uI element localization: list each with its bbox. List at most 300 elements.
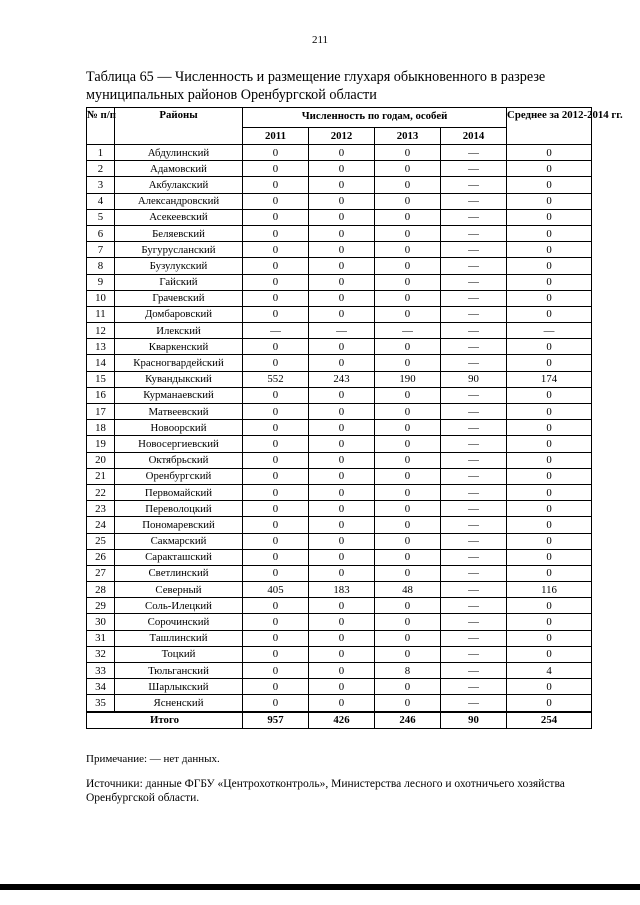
value-2014: — xyxy=(441,161,507,177)
value-2011: 0 xyxy=(243,646,309,662)
value-2012: 0 xyxy=(309,258,375,274)
district-name: Шарлыкский xyxy=(115,679,243,695)
value-average: 0 xyxy=(507,679,592,695)
row-number: 34 xyxy=(87,679,115,695)
district-name: Кваркенский xyxy=(115,339,243,355)
table-row xyxy=(87,549,592,565)
value-2011: 0 xyxy=(243,225,309,241)
value-2011: 0 xyxy=(243,242,309,258)
value-2011: 0 xyxy=(243,533,309,549)
table-row xyxy=(87,339,592,355)
value-2013: 0 xyxy=(375,306,441,322)
value-average: 0 xyxy=(507,646,592,662)
value-average: 0 xyxy=(507,306,592,322)
value-2011: 0 xyxy=(243,695,309,712)
value-average: 0 xyxy=(507,549,592,565)
district-name: Матвеевский xyxy=(115,404,243,420)
value-2012: 0 xyxy=(309,646,375,662)
district-name: Саракташский xyxy=(115,549,243,565)
value-2012: 0 xyxy=(309,161,375,177)
table-caption: Таблица 65 — Численность и размещение глухаря обыкновенного в разрезе муниципальных районов Оренбургской области xyxy=(86,69,546,103)
total-label: Итого xyxy=(87,712,243,729)
value-2012: 183 xyxy=(309,582,375,598)
row-number: 12 xyxy=(87,323,115,339)
value-2012: 0 xyxy=(309,565,375,581)
district-name: Сакмарский xyxy=(115,533,243,549)
value-2012: 0 xyxy=(309,468,375,484)
value-average: 0 xyxy=(507,242,592,258)
row-number: 15 xyxy=(87,371,115,387)
header-num: № п/п xyxy=(87,108,115,145)
row-number: 2 xyxy=(87,161,115,177)
value-2013: 0 xyxy=(375,533,441,549)
value-2011: 0 xyxy=(243,339,309,355)
value-average: 0 xyxy=(507,695,592,712)
sources-text: Источники: данные ФГБУ «Центрохотконтроль», Министерства лесного и охотничьего хозяйства Оренбургской области. xyxy=(86,778,565,804)
value-2011: 405 xyxy=(243,582,309,598)
value-2013: 0 xyxy=(375,161,441,177)
value-average: 174 xyxy=(507,371,592,387)
row-number: 35 xyxy=(87,695,115,712)
value-2011: 0 xyxy=(243,145,309,161)
value-2011: 0 xyxy=(243,517,309,533)
value-2013: — xyxy=(375,323,441,339)
row-number: 9 xyxy=(87,274,115,290)
value-average: 0 xyxy=(507,598,592,614)
value-2011: 0 xyxy=(243,663,309,679)
value-2013: 0 xyxy=(375,484,441,500)
value-2013: 0 xyxy=(375,225,441,241)
district-name: Сорочинский xyxy=(115,614,243,630)
value-2011: 0 xyxy=(243,161,309,177)
value-2012: 0 xyxy=(309,533,375,549)
value-2011: 0 xyxy=(243,193,309,209)
header-year: 2014 xyxy=(441,128,507,145)
table-row xyxy=(87,598,592,614)
row-number: 30 xyxy=(87,614,115,630)
value-2013: 0 xyxy=(375,565,441,581)
district-name: Акбулакский xyxy=(115,177,243,193)
value-2014: — xyxy=(441,501,507,517)
district-name: Адамовский xyxy=(115,161,243,177)
value-2011: 0 xyxy=(243,614,309,630)
district-name: Илекский xyxy=(115,323,243,339)
value-2011: 0 xyxy=(243,598,309,614)
value-2012: 0 xyxy=(309,145,375,161)
district-name: Новоорский xyxy=(115,420,243,436)
value-2014: — xyxy=(441,306,507,322)
value-2012: 0 xyxy=(309,614,375,630)
row-number: 21 xyxy=(87,468,115,484)
row-number: 24 xyxy=(87,517,115,533)
table-row xyxy=(87,468,592,484)
value-average: 0 xyxy=(507,258,592,274)
value-2014: — xyxy=(441,436,507,452)
table-row xyxy=(87,274,592,290)
value-2014: — xyxy=(441,323,507,339)
value-average: 0 xyxy=(507,145,592,161)
value-2012: — xyxy=(309,323,375,339)
value-2013: 0 xyxy=(375,679,441,695)
value-2014: — xyxy=(441,420,507,436)
value-2011: 0 xyxy=(243,209,309,225)
table-row xyxy=(87,679,592,695)
value-2013: 0 xyxy=(375,209,441,225)
row-number: 14 xyxy=(87,355,115,371)
district-name: Северный xyxy=(115,582,243,598)
table-row xyxy=(87,161,592,177)
row-number: 28 xyxy=(87,582,115,598)
district-name: Красногвардейский xyxy=(115,355,243,371)
total-cell: 90 xyxy=(441,712,507,729)
district-name: Александровский xyxy=(115,193,243,209)
value-2014: — xyxy=(441,193,507,209)
value-2011: 0 xyxy=(243,306,309,322)
table-row xyxy=(87,533,592,549)
row-number: 33 xyxy=(87,663,115,679)
value-2011: 0 xyxy=(243,468,309,484)
value-average: 0 xyxy=(507,274,592,290)
row-number: 27 xyxy=(87,565,115,581)
table-row xyxy=(87,517,592,533)
header-count-group: Численность по годам, особей xyxy=(243,108,507,128)
value-2011: 0 xyxy=(243,290,309,306)
value-2014: — xyxy=(441,355,507,371)
table-row xyxy=(87,501,592,517)
value-2012: 0 xyxy=(309,452,375,468)
row-number: 1 xyxy=(87,145,115,161)
value-2012: 0 xyxy=(309,387,375,403)
value-2011: 0 xyxy=(243,484,309,500)
district-name: Абдулинский xyxy=(115,145,243,161)
value-2012: 0 xyxy=(309,339,375,355)
value-average: 0 xyxy=(507,484,592,500)
value-2012: 0 xyxy=(309,436,375,452)
row-number: 5 xyxy=(87,209,115,225)
value-average: 0 xyxy=(507,565,592,581)
value-2013: 0 xyxy=(375,646,441,662)
value-2013: 0 xyxy=(375,193,441,209)
value-average: 0 xyxy=(507,193,592,209)
table-row xyxy=(87,695,592,712)
value-average: 0 xyxy=(507,209,592,225)
value-2013: 0 xyxy=(375,614,441,630)
value-2012: 0 xyxy=(309,598,375,614)
value-average: 0 xyxy=(507,452,592,468)
total-cell: 246 xyxy=(375,712,441,729)
value-2012: 0 xyxy=(309,355,375,371)
value-2012: 0 xyxy=(309,209,375,225)
header-year: 2013 xyxy=(375,128,441,145)
value-2013: 0 xyxy=(375,177,441,193)
value-2013: 0 xyxy=(375,258,441,274)
value-2011: 0 xyxy=(243,355,309,371)
header-district: Районы xyxy=(115,108,243,145)
value-2012: 243 xyxy=(309,371,375,387)
value-2013: 0 xyxy=(375,452,441,468)
value-average: 0 xyxy=(507,290,592,306)
district-name: Бузулукский xyxy=(115,258,243,274)
value-2013: 0 xyxy=(375,420,441,436)
value-2014: — xyxy=(441,695,507,712)
value-2011: 0 xyxy=(243,565,309,581)
value-2012: 0 xyxy=(309,290,375,306)
value-average: 0 xyxy=(507,161,592,177)
district-name: Оренбургский xyxy=(115,468,243,484)
value-2011: 552 xyxy=(243,371,309,387)
header-year: 2011 xyxy=(243,128,309,145)
value-2013: 0 xyxy=(375,630,441,646)
value-2011: 0 xyxy=(243,420,309,436)
value-average: 0 xyxy=(507,436,592,452)
header-average: Среднее за 2012-2014 гг. xyxy=(507,108,592,145)
value-2014: — xyxy=(441,679,507,695)
district-name: Октябрьский xyxy=(115,452,243,468)
value-2011: 0 xyxy=(243,436,309,452)
table-row xyxy=(87,242,592,258)
row-number: 13 xyxy=(87,339,115,355)
table-row xyxy=(87,371,592,387)
value-2013: 0 xyxy=(375,549,441,565)
table-row xyxy=(87,258,592,274)
value-2012: 0 xyxy=(309,695,375,712)
value-2011: 0 xyxy=(243,679,309,695)
value-2012: 0 xyxy=(309,484,375,500)
row-number: 17 xyxy=(87,404,115,420)
value-2011: 0 xyxy=(243,258,309,274)
row-number: 7 xyxy=(87,242,115,258)
value-average: 0 xyxy=(507,501,592,517)
value-2012: 0 xyxy=(309,663,375,679)
table-row xyxy=(87,404,592,420)
value-2014: — xyxy=(441,646,507,662)
district-name: Грачевский xyxy=(115,290,243,306)
value-2012: 0 xyxy=(309,517,375,533)
district-name: Переволоцкий xyxy=(115,501,243,517)
header-row xyxy=(87,108,592,128)
table-row xyxy=(87,436,592,452)
value-2014: — xyxy=(441,549,507,565)
population-table xyxy=(86,107,623,729)
district-name: Первомайский xyxy=(115,484,243,500)
value-2014: — xyxy=(441,565,507,581)
value-2012: 0 xyxy=(309,193,375,209)
value-2014: — xyxy=(441,517,507,533)
table-row xyxy=(87,225,592,241)
value-average: 0 xyxy=(507,533,592,549)
value-2014: — xyxy=(441,225,507,241)
row-number: 4 xyxy=(87,193,115,209)
value-2013: 0 xyxy=(375,436,441,452)
total-cell: 426 xyxy=(309,712,375,729)
total-cell: 957 xyxy=(243,712,309,729)
district-name: Бугурусланский xyxy=(115,242,243,258)
district-name: Кувандыкский xyxy=(115,371,243,387)
row-number: 31 xyxy=(87,630,115,646)
district-name: Гайский xyxy=(115,274,243,290)
value-average: 0 xyxy=(507,339,592,355)
value-2014: — xyxy=(441,145,507,161)
value-2014: — xyxy=(441,258,507,274)
header-year: 2012 xyxy=(309,128,375,145)
row-number: 11 xyxy=(87,306,115,322)
row-number: 18 xyxy=(87,420,115,436)
value-2014: 90 xyxy=(441,371,507,387)
value-average: 0 xyxy=(507,355,592,371)
district-name: Курманаевский xyxy=(115,387,243,403)
district-name: Ясненский xyxy=(115,695,243,712)
table-row xyxy=(87,193,592,209)
table-row xyxy=(87,323,592,339)
value-average: 0 xyxy=(507,420,592,436)
value-2012: 0 xyxy=(309,420,375,436)
total-row xyxy=(87,712,592,729)
table-row xyxy=(87,484,592,500)
row-number: 22 xyxy=(87,484,115,500)
value-2011: 0 xyxy=(243,501,309,517)
row-number: 19 xyxy=(87,436,115,452)
value-2013: 0 xyxy=(375,517,441,533)
district-name: Асекеевский xyxy=(115,209,243,225)
row-number: 3 xyxy=(87,177,115,193)
table-row xyxy=(87,452,592,468)
value-2012: 0 xyxy=(309,306,375,322)
value-2014: — xyxy=(441,630,507,646)
value-average: 0 xyxy=(507,630,592,646)
value-2013: 0 xyxy=(375,339,441,355)
value-2013: 0 xyxy=(375,695,441,712)
table-note: Примечание: — нет данных. xyxy=(86,753,220,765)
value-2011: — xyxy=(243,323,309,339)
row-number: 23 xyxy=(87,501,115,517)
value-2012: 0 xyxy=(309,225,375,241)
value-2011: 0 xyxy=(243,404,309,420)
value-2014: — xyxy=(441,614,507,630)
value-2013: 0 xyxy=(375,274,441,290)
value-2011: 0 xyxy=(243,630,309,646)
value-2011: 0 xyxy=(243,549,309,565)
table-row xyxy=(87,387,592,403)
row-number: 26 xyxy=(87,549,115,565)
value-2011: 0 xyxy=(243,452,309,468)
row-number: 16 xyxy=(87,387,115,403)
district-name: Новосергиевский xyxy=(115,436,243,452)
district-name: Беляевский xyxy=(115,225,243,241)
value-average: 0 xyxy=(507,225,592,241)
table-row xyxy=(87,614,592,630)
value-2013: 0 xyxy=(375,468,441,484)
value-2011: 0 xyxy=(243,177,309,193)
value-average: — xyxy=(507,323,592,339)
row-number: 8 xyxy=(87,258,115,274)
value-average: 116 xyxy=(507,582,592,598)
page-number: 211 xyxy=(311,34,329,46)
value-2013: 0 xyxy=(375,355,441,371)
value-average: 4 xyxy=(507,663,592,679)
table-row xyxy=(87,582,592,598)
row-number: 32 xyxy=(87,646,115,662)
value-2014: — xyxy=(441,177,507,193)
district-name: Ташлинский xyxy=(115,630,243,646)
value-2012: 0 xyxy=(309,630,375,646)
table-row xyxy=(87,663,592,679)
value-2014: — xyxy=(441,209,507,225)
value-2012: 0 xyxy=(309,549,375,565)
value-2012: 0 xyxy=(309,242,375,258)
table-row xyxy=(87,177,592,193)
value-2014: — xyxy=(441,582,507,598)
value-average: 0 xyxy=(507,517,592,533)
district-name: Тюльганский xyxy=(115,663,243,679)
value-2014: — xyxy=(441,452,507,468)
table-row xyxy=(87,306,592,322)
value-2013: 0 xyxy=(375,145,441,161)
value-2012: 0 xyxy=(309,274,375,290)
table-row xyxy=(87,565,592,581)
district-name: Тоцкий xyxy=(115,646,243,662)
row-number: 20 xyxy=(87,452,115,468)
table-row xyxy=(87,355,592,371)
value-2011: 0 xyxy=(243,387,309,403)
value-2012: 0 xyxy=(309,404,375,420)
row-number: 25 xyxy=(87,533,115,549)
district-name: Светлинский xyxy=(115,565,243,581)
value-2011: 0 xyxy=(243,274,309,290)
value-2013: 0 xyxy=(375,290,441,306)
value-2013: 48 xyxy=(375,582,441,598)
table-row xyxy=(87,646,592,662)
value-average: 0 xyxy=(507,614,592,630)
value-average: 0 xyxy=(507,177,592,193)
value-2013: 0 xyxy=(375,242,441,258)
value-2013: 0 xyxy=(375,404,441,420)
row-number: 29 xyxy=(87,598,115,614)
table-body xyxy=(87,145,592,712)
value-2013: 0 xyxy=(375,387,441,403)
table-row xyxy=(87,145,592,161)
value-2013: 0 xyxy=(375,501,441,517)
table-row xyxy=(87,420,592,436)
value-2014: — xyxy=(441,404,507,420)
value-2012: 0 xyxy=(309,501,375,517)
value-average: 0 xyxy=(507,468,592,484)
value-2014: — xyxy=(441,468,507,484)
footer-rule xyxy=(0,884,640,890)
value-2014: — xyxy=(441,663,507,679)
value-2012: 0 xyxy=(309,177,375,193)
value-2013: 0 xyxy=(375,598,441,614)
value-average: 0 xyxy=(507,387,592,403)
value-2014: — xyxy=(441,242,507,258)
value-2013: 190 xyxy=(375,371,441,387)
table-row xyxy=(87,630,592,646)
value-2014: — xyxy=(441,533,507,549)
value-2013: 8 xyxy=(375,663,441,679)
value-2014: — xyxy=(441,387,507,403)
row-number: 6 xyxy=(87,225,115,241)
value-average: 0 xyxy=(507,404,592,420)
total-cell: 254 xyxy=(507,712,592,729)
value-2014: — xyxy=(441,290,507,306)
row-number: 10 xyxy=(87,290,115,306)
value-2014: — xyxy=(441,339,507,355)
table-row xyxy=(87,209,592,225)
value-2014: — xyxy=(441,274,507,290)
district-name: Пономаревский xyxy=(115,517,243,533)
district-name: Соль-Илецкий xyxy=(115,598,243,614)
value-2012: 0 xyxy=(309,679,375,695)
value-2014: — xyxy=(441,598,507,614)
